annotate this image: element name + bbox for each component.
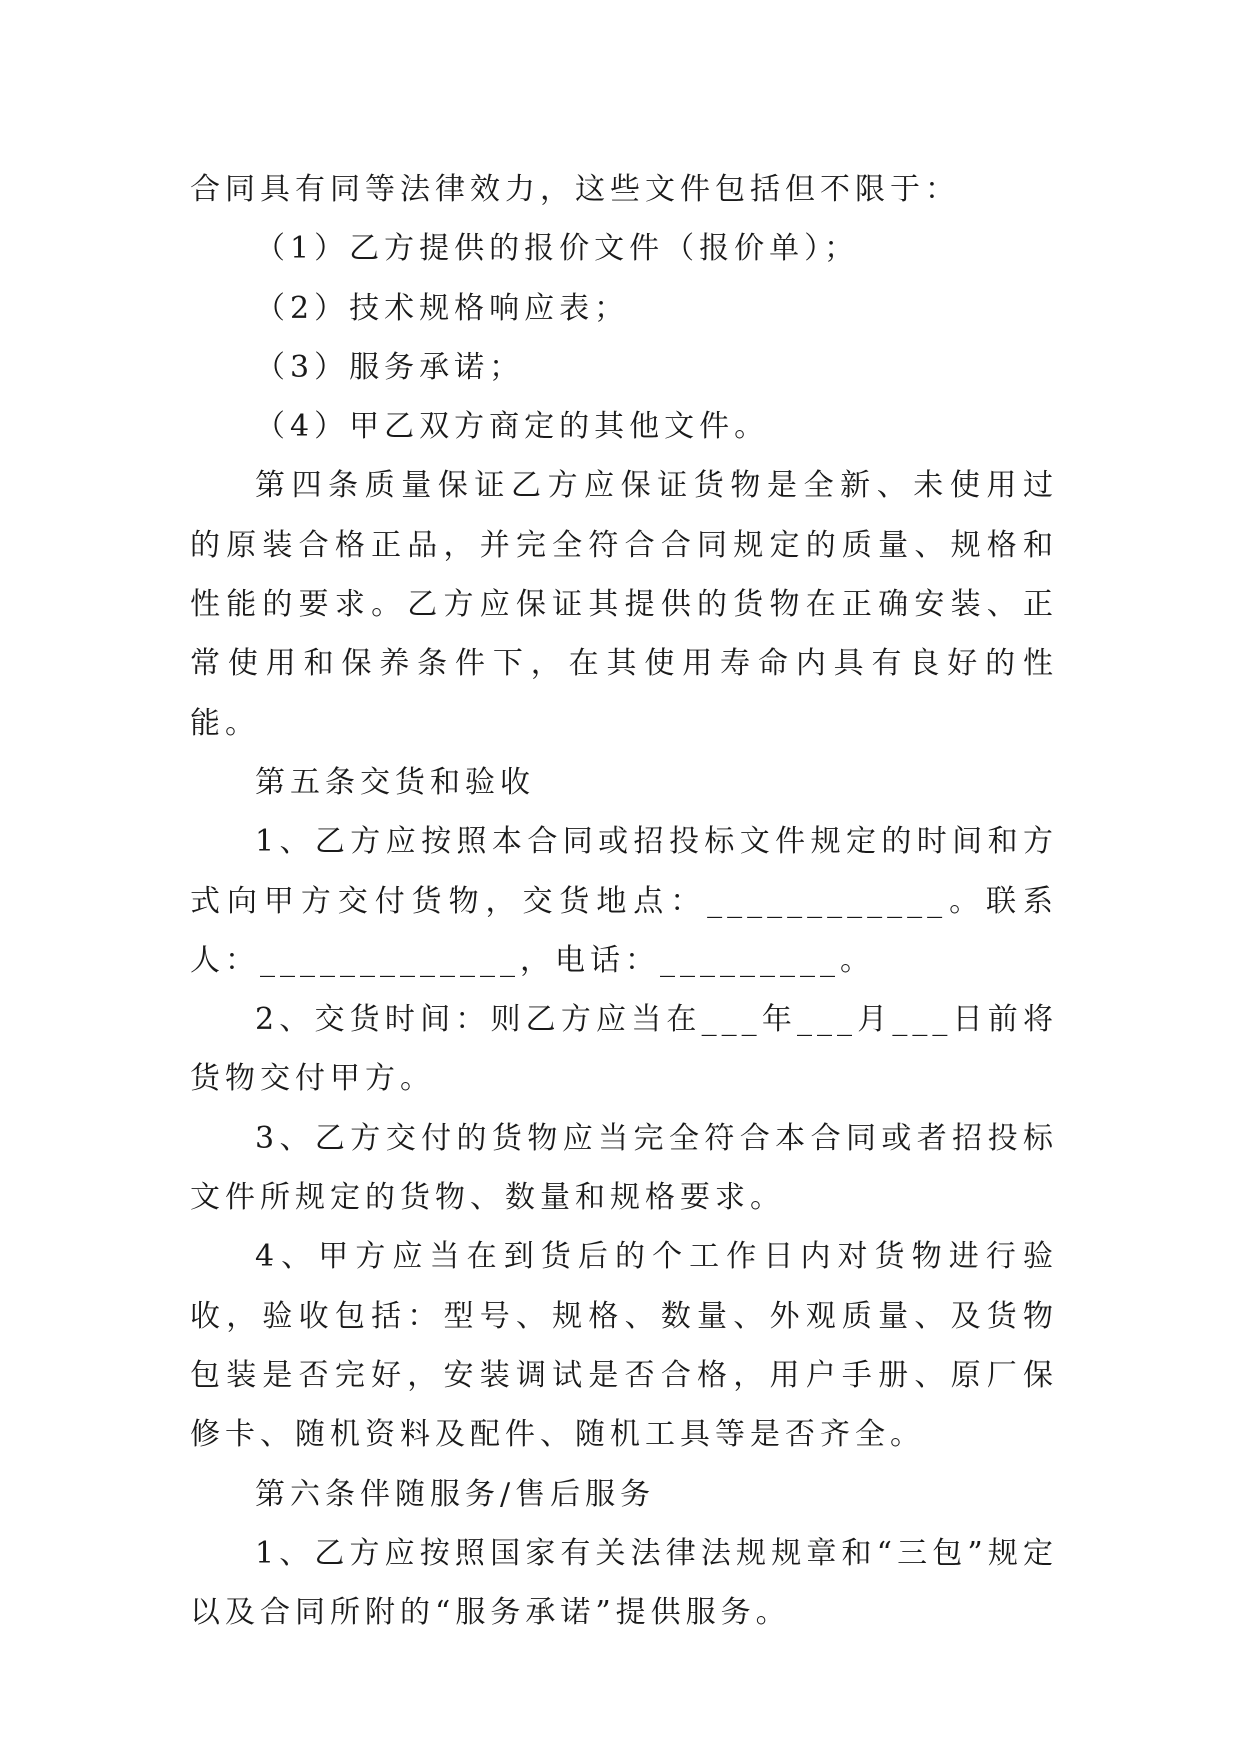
paragraph-acceptance: 4、甲方应当在到货后的个工作日内对货物进行验收，验收包括：型号、规格、数量、外观质量、及货物包装是否完好，安装调试是否合格，用户手册、原厂保修卡、随机资料及配件、随机工具等是否齐全。 [190, 1239, 1058, 1453]
list-item-quote-document: （1）乙方提供的报价文件（报价单）； [255, 231, 860, 267]
paragraph-after-sales: 1、乙方应按照国家有关法律法规规章和“三包”规定以及合同所附的“服务承诺”提供服务。 [190, 1535, 1058, 1631]
list-item-spec-response: （2）技术规格响应表； [255, 290, 630, 326]
list-item-service-commitment: （3）服务承诺； [255, 349, 525, 385]
paragraph-delivery-conformity: 3、乙方交付的货物应当完全符合本合同或者招投标文件所规定的货物、数量和规格要求。 [190, 1120, 1058, 1216]
paragraph-article-4-quality: 第四条质量保证乙方应保证货物是全新、未使用过的原装合格正品，并完全符合合同规定的质量、规格和性能的要求。乙方应保证其提供的货物在正确安装、正常使用和保养条件下，在其使用寿命内具有良好的性能。 [190, 468, 1058, 741]
paragraph-continuation: 合同具有同等法律效力，这些文件包括但不限于： [190, 172, 960, 207]
list-item-other-documents: （4）甲乙双方商定的其他文件。 [255, 409, 770, 445]
heading-article-5: 第五条交货和验收 [255, 764, 535, 800]
paragraph-delivery-time: 2、交货时间：则乙方应当在___年___月___日前将货物交付甲方。 [190, 1002, 1058, 1097]
document-body [190, 160, 1058, 1642]
heading-article-6: 第六条伴随服务/售后服务 [255, 1476, 656, 1512]
paragraph-delivery-location: 1、乙方应按照本合同或招投标文件规定的时间和方式向甲方交付货物，交货地点：____________。联系人：_____________，电话：_________。 [190, 824, 1058, 978]
